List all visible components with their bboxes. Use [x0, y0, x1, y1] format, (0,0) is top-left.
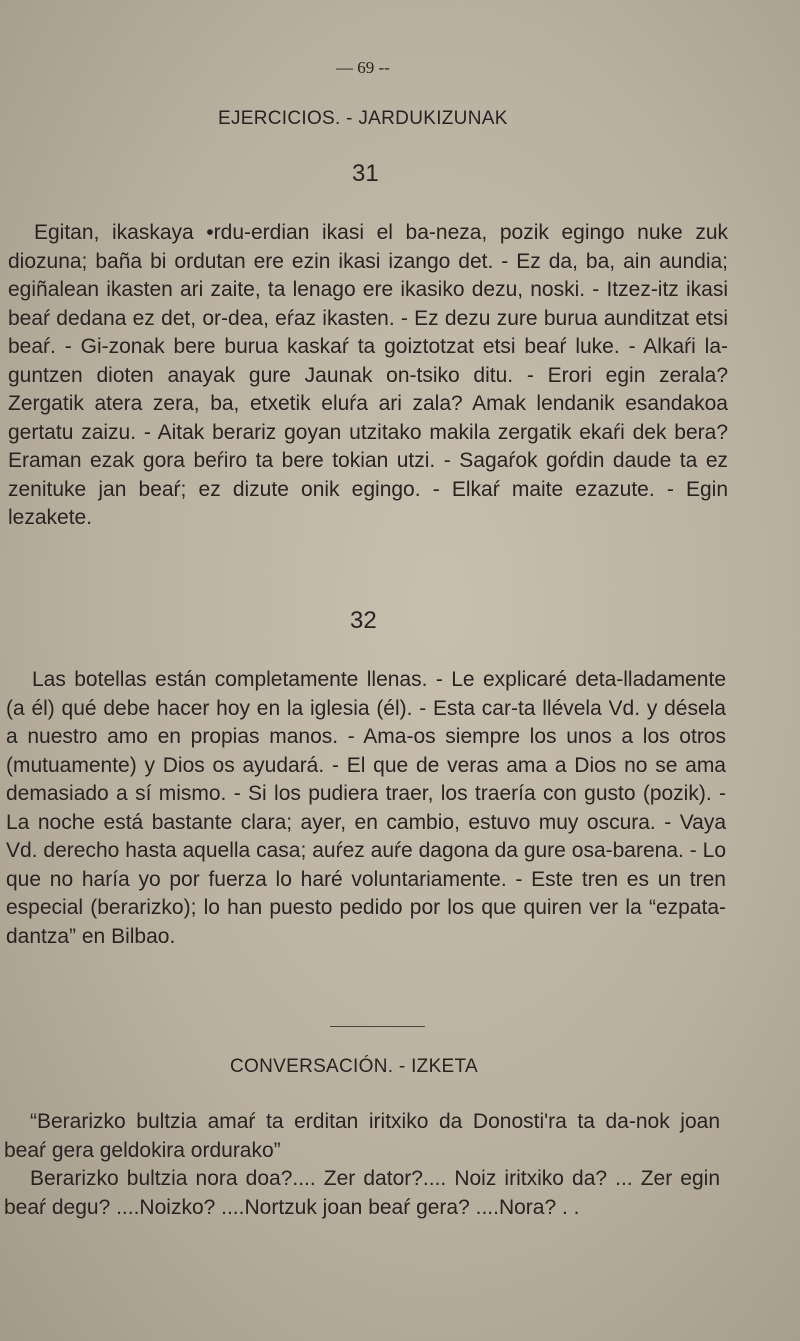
section-32-text	[6, 666, 726, 951]
section-number-32: 32	[350, 607, 377, 634]
paragraph: Egitan, ikaskaya •rdu-erdian ikasi el ba-neza, pozik egingo nuke zuk diozuna; baña bi ordutan ere ezin ikasi izango det. - Ez da, ba, ain aundia; egiñalean ikasten ari zaite, ta lenago ere ikasiko dezu, noski. - Itzez-itz ikasi beaŕ dedana ez det, or-dea, eŕaz ikasten. - Ez dezu zure burua aunditzat etsi beaŕ. - Gi-zonak bere burua kaskaŕ ta goiztotzat etsi beaŕ luke. - Alkaŕi la-guntzen dioten anayak gure Jaunak on-tsiko ditu. - Erori egin zerala? Zergatik atera zera, ba, etxetik eluŕa ari zala? Amak lendanik esandakoa gertatu zaizu. - Aitak berariz goyan utzitako makila zergatik ekaŕi dek bera? Eraman ezak gora beŕiro ta bere tokian utzi. - Sagaŕok goŕdin daude ta ez zenituke jan beaŕ; ez dizute onik egingo. - Elkaŕ maite ezazute. - Egin lezakete.	[8, 221, 728, 529]
conversation-heading: CONVERSACIÓN. - IZKETA	[230, 1056, 478, 1077]
page-number: — 69 --	[336, 58, 390, 77]
section-31-text	[8, 219, 728, 533]
section-divider	[330, 1026, 425, 1027]
conversation-text	[4, 1108, 720, 1222]
section-number-31: 31	[352, 160, 379, 187]
conversation-questions: Berarizko bultzia nora doa?.... Zer dator?.... Noiz iritxiko da? ... Zer egin beaŕ degu? ....Noizko? ....Nortzuk joan beaŕ gera? ....Nora? . .	[4, 1167, 720, 1219]
conversation-quote: “Berarizko bultzia amaŕ ta erditan iritxiko da Donosti'ra ta da-nok joan beaŕ gera geldokira ordurako”	[4, 1110, 720, 1162]
page-heading: EJERCICIOS. - JARDUKIZUNAK	[218, 108, 508, 129]
paragraph: Las botellas están completamente llenas. - Le explicaré deta-lladamente (a él) qué debe hacer hoy en la iglesia (él). - Esta car-ta llévela Vd. y désela a nuestro amo en propias manos. - Ama-os siempre los unos a los otros (mutuamente) y Dios os ayudará. - El que de veras ama a Dios no se ama demasiado a sí mismo. - Si los pudiera traer, los traería con gusto (pozik). - La noche está bastante clara; ayer, en cambio, estuvo muy oscura. - Vaya Vd. derecho hasta aquella casa; auŕez auŕe dagona da gure osa-barena. - Lo que no haría yo por fuerza lo haré voluntariamente. - Este tren es un tren especial (berarizko); lo han puesto pedido por los que quiren ver la “ezpata-dantza” en Bilbao.	[6, 668, 726, 948]
